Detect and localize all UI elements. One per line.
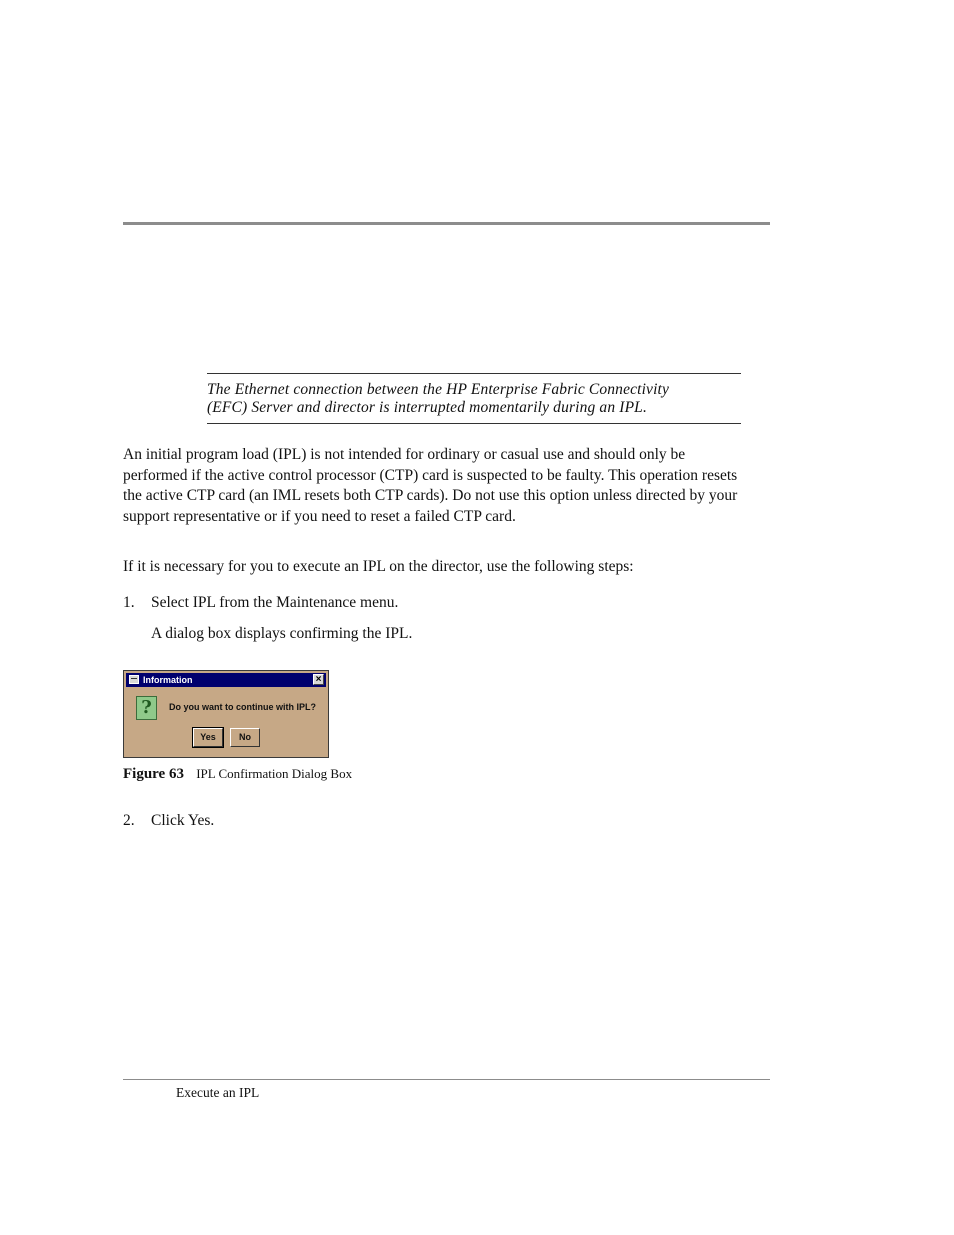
no-button[interactable]: No: [230, 728, 260, 747]
yes-button[interactable]: Yes: [193, 728, 223, 747]
note-line-2: (EFC) Server and director is interrupted momentarily during an IPL.: [207, 399, 647, 416]
close-button[interactable]: ×: [313, 674, 324, 685]
dialog-title: Information: [143, 675, 193, 685]
paragraph-ipl-description: An initial program load (IPL) is not intended for ordinary or casual use and should only be performed if the active control processor (CTP) card is suspected to be faulty. This operation resets the active CTP card (an IML resets both CTP cards). Do not use this option unless directed by your support representative or if you need to reset a failed CTP card.: [123, 446, 738, 525]
paragraph-steps-intro: If it is necessary for you to execute an IPL on the director, use the following steps:: [123, 558, 634, 575]
figure-caption-text: IPL Confirmation Dialog Box: [196, 766, 353, 781]
dialog-title-bar: [126, 673, 326, 687]
step-number: 2.: [123, 812, 135, 829]
note-box: [207, 373, 741, 424]
figure-label: Figure 63: [123, 766, 184, 782]
footer-section-title: Execute an IPL: [176, 1085, 260, 1100]
step-text: Click Yes.: [151, 812, 215, 829]
figure-caption: [123, 766, 352, 783]
dialog-question: Do you want to continue with IPL?: [169, 702, 316, 712]
top-rule: [123, 222, 770, 225]
footer-rule: [123, 1079, 770, 1080]
note-line-1: The Ethernet connection between the HP Enterprise Fabric Connectivity: [207, 381, 670, 398]
question-icon: ?: [136, 696, 157, 720]
window-icon: [129, 675, 139, 684]
step-number: 1.: [123, 594, 135, 611]
step-1-result: A dialog box displays confirming the IPL.: [151, 625, 413, 642]
ipl-confirmation-dialog: [123, 670, 329, 758]
step-text: Select IPL from the Maintenance menu.: [151, 594, 399, 611]
